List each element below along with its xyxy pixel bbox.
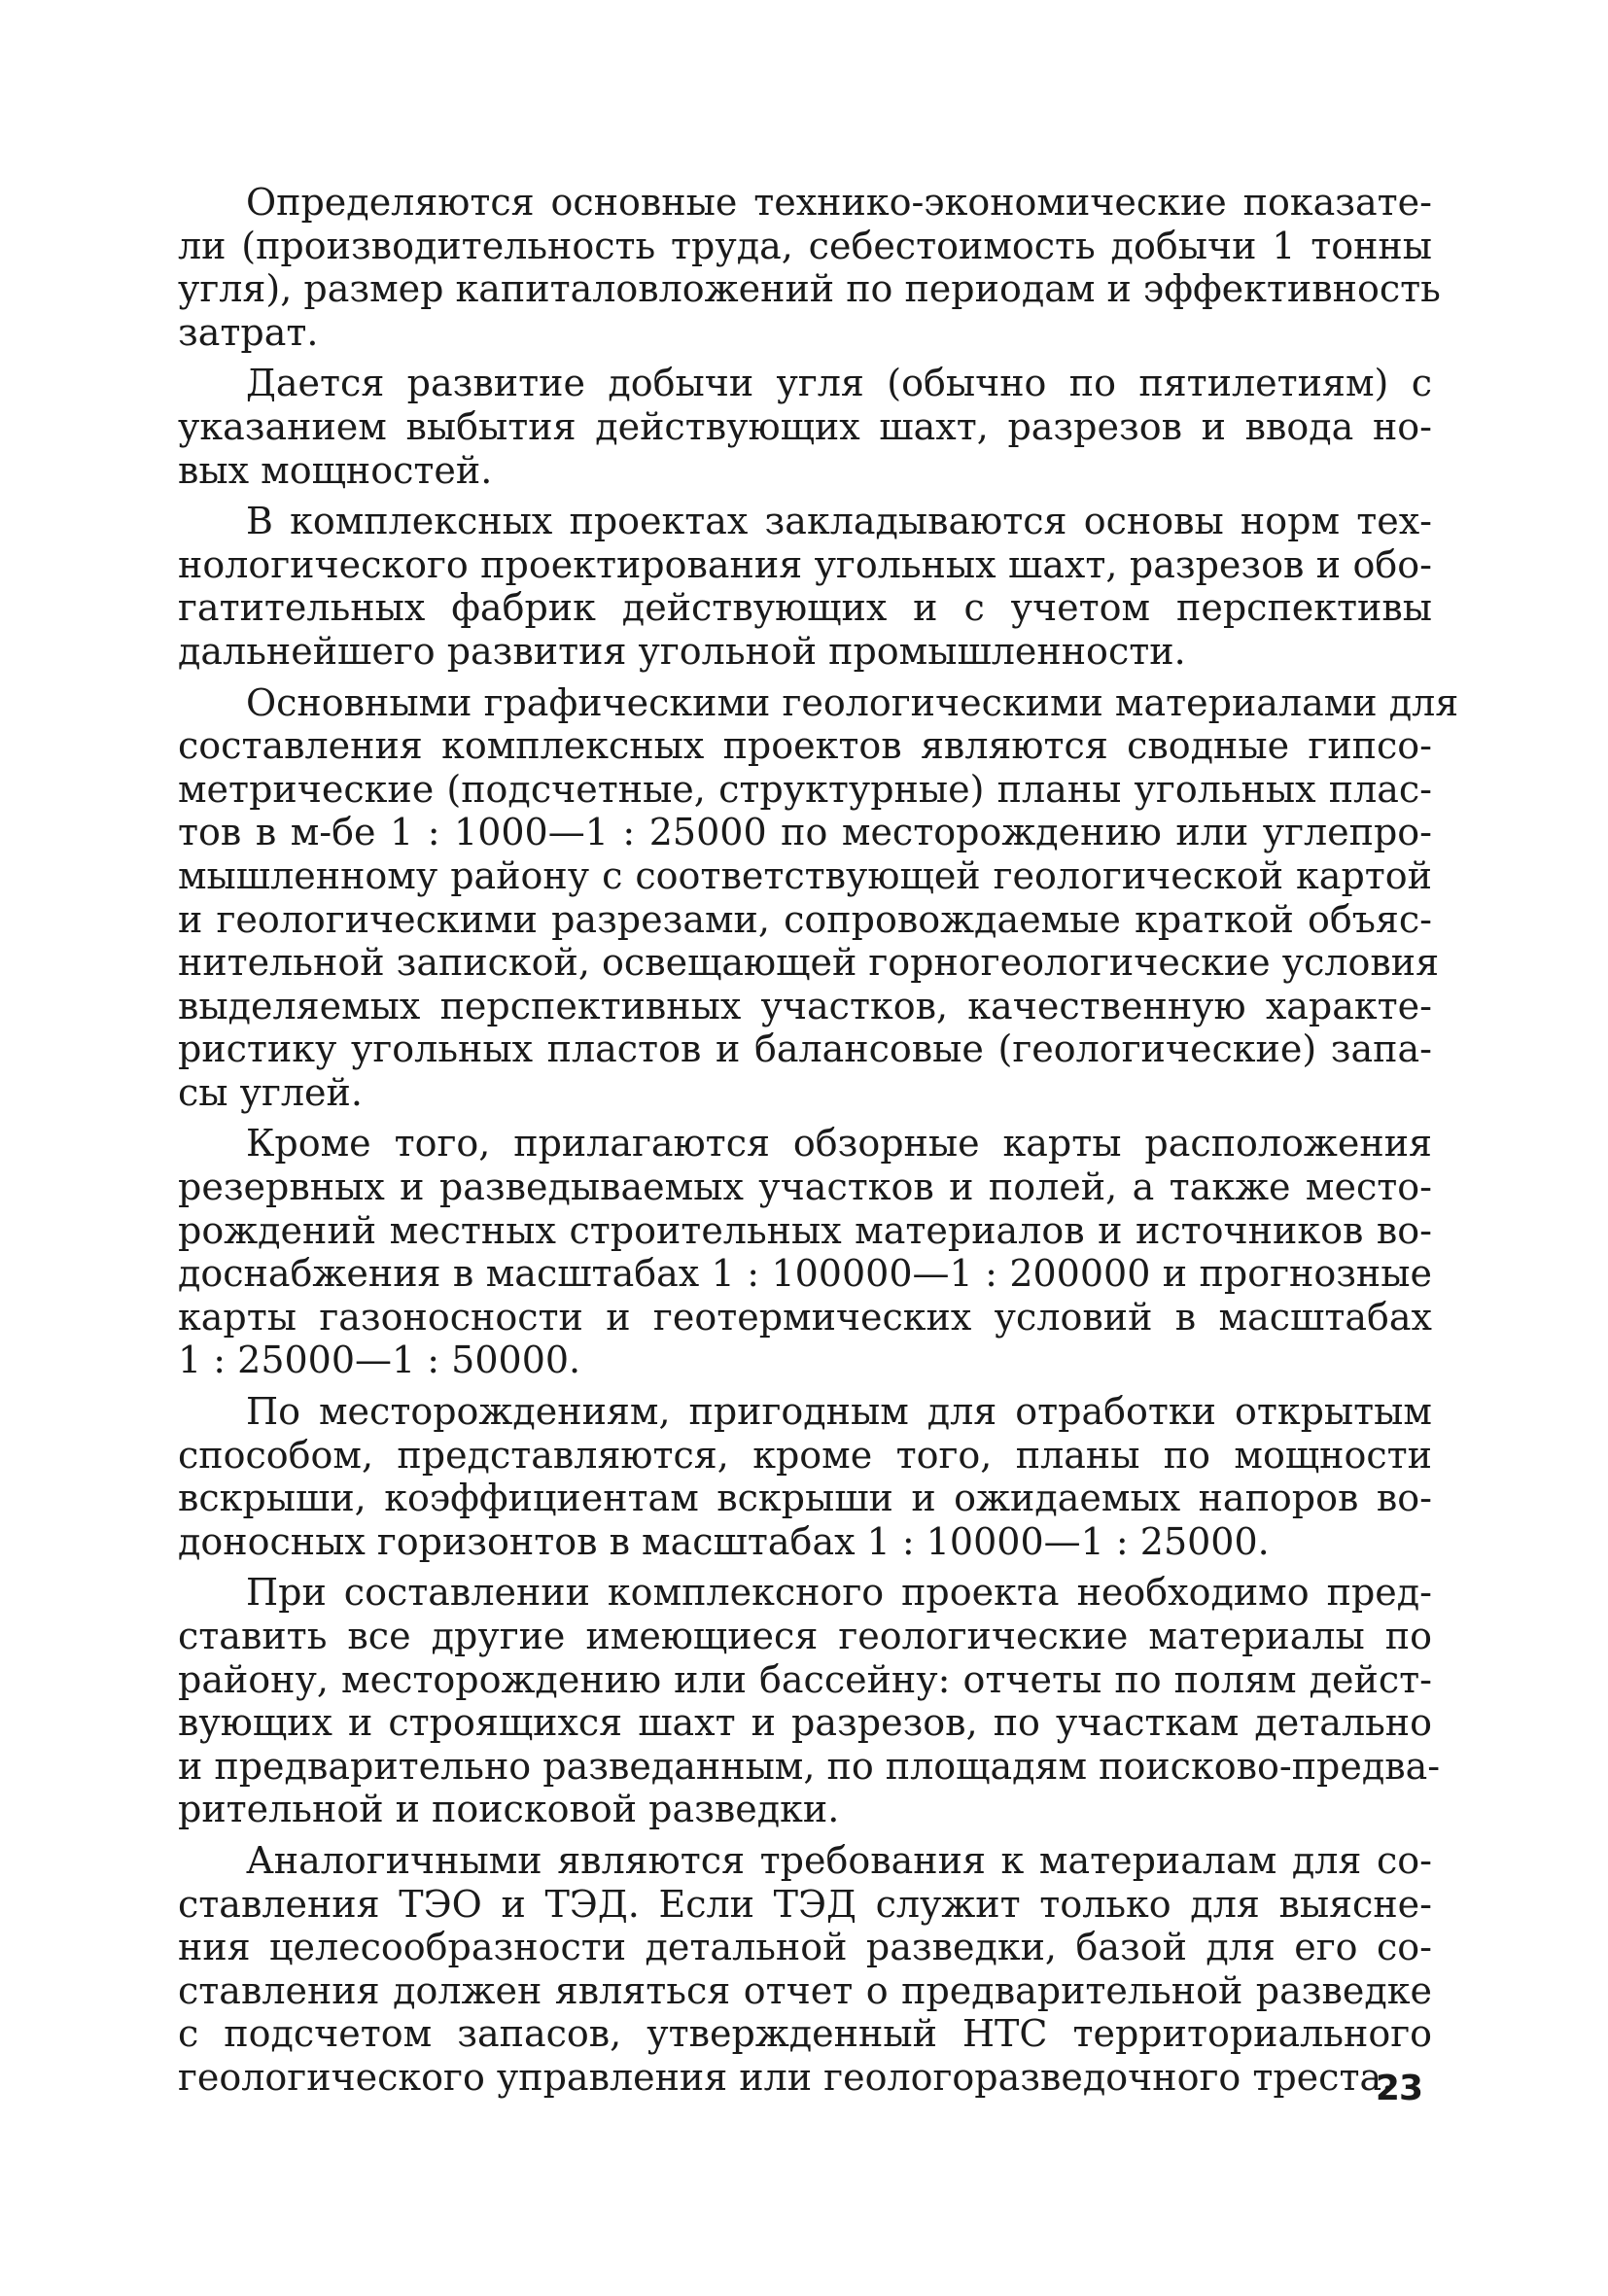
text-line: ставления должен являться отчет о предварительной разведке	[178, 1968, 1432, 2012]
text-line: выделяемых перспективных участков, качественную характе-	[178, 984, 1432, 1027]
page-body	[178, 181, 1459, 2107]
text-line: вующих и строящихся шахт и разрезов, по участкам детально	[178, 1701, 1432, 1745]
text-line: нительной запиской, освещающей горногеологические условия	[178, 941, 1440, 985]
text-line: дальнейшего развития угольной промышленности.	[178, 629, 1186, 673]
text-line: доснабжения в масштабах 1 : 100000—1 : 200000 и прогнозные	[178, 1252, 1432, 1296]
paragraph	[178, 500, 1432, 673]
text-line: и предварительно разведанным, по площадям поисково-предва-	[178, 1744, 1441, 1788]
paragraph	[178, 362, 1432, 492]
text-line: способом, представляются, кроме того, планы по мощности	[178, 1433, 1432, 1477]
text-line: 1 : 25000—1 : 50000.	[178, 1339, 581, 1382]
text-line: ния целесообразности детальной разведки, базой для его со-	[178, 1926, 1432, 1969]
paragraph	[178, 1571, 1441, 1831]
text-line: гатительных фабрик действующих и с учетом перспективы	[178, 586, 1432, 630]
text-line: Дается развитие добычи угля (обычно по пятилетиям) с	[246, 362, 1432, 405]
text-line: Кроме того, прилагаются обзорные карты расположения	[246, 1122, 1432, 1165]
text-line: ристику угольных пластов и балансовые (геологические) запа-	[178, 1027, 1432, 1071]
page-number: 23	[1375, 2069, 1422, 2108]
text-line: геологического управления или геологоразведочного треста.	[178, 2055, 1394, 2099]
text-line: нологического проектирования угольных шахт, разрезов и обо-	[178, 542, 1432, 586]
text-line: В комплексных проектах закладываются основы норм тех-	[246, 500, 1432, 543]
text-line: ставить все другие имеющиеся геологические материалы по	[178, 1615, 1432, 1657]
paragraph	[178, 1390, 1432, 1563]
text-line: и геологическими разрезами, сопровождаемые краткой объяс-	[178, 897, 1432, 941]
text-line: рождений местных строительных материалов и источников во-	[178, 1208, 1432, 1252]
text-line: По месторождениям, пригодным для отработки открытым	[246, 1390, 1432, 1434]
text-line: При составлении комплексного проекта необходимо пред-	[246, 1571, 1432, 1615]
text-line: району, месторождению или бассейну: отчеты по полям дейст-	[178, 1657, 1432, 1701]
text-line: резервных и разведываемых участков и полей, а также место-	[178, 1165, 1432, 1209]
text-line: указанием выбытия действующих шахт, разрезов и ввода но-	[178, 404, 1432, 448]
text-line: рительной и поисковой разведки.	[178, 1788, 840, 1831]
text-line: Основными графическими геологическими материалами для	[246, 680, 1459, 724]
paragraph	[178, 181, 1441, 354]
text-line: Определяются основные технико-экономические показате-	[246, 181, 1432, 224]
paragraph	[178, 1839, 1432, 2100]
text-line: затрат.	[178, 310, 319, 354]
text-line: вскрыши, коэффициентам вскрыши и ожидаемых напоров во-	[178, 1477, 1432, 1520]
text-line: тов в м-бе 1 : 1000—1 : 25000 по месторождению или углепро-	[178, 811, 1432, 854]
text-line: ставления ТЭО и ТЭД. Если ТЭД служит только для выясне-	[178, 1882, 1432, 1926]
text-line: метрические (подсчетные, структурные) планы угольных плас-	[178, 767, 1432, 811]
paragraph	[178, 680, 1459, 1115]
text-line: сы углей.	[178, 1070, 363, 1114]
text-line: мышленному району с соответствующей геологической картой	[178, 853, 1432, 897]
text-line: доносных горизонтов в масштабах 1 : 10000—1 : 25000.	[178, 1519, 1270, 1563]
text-line: карты газоносности и геотермических условий в масштабах	[178, 1295, 1432, 1339]
text-line: вых мощностей.	[178, 448, 493, 492]
text-line: Аналогичными являются требования к материалам для со-	[246, 1838, 1432, 1882]
text-line: угля), размер капиталовложений по периодам и эффективность	[178, 267, 1441, 311]
text-line: ли (производительность труда, себестоимость добычи 1 тонны	[178, 224, 1432, 267]
text-line: составления комплексных проектов являются сводные гипсо-	[178, 724, 1432, 768]
text-line: с подсчетом запасов, утвержденный НТС территориального	[178, 2012, 1432, 2056]
paragraph	[178, 1122, 1432, 1382]
